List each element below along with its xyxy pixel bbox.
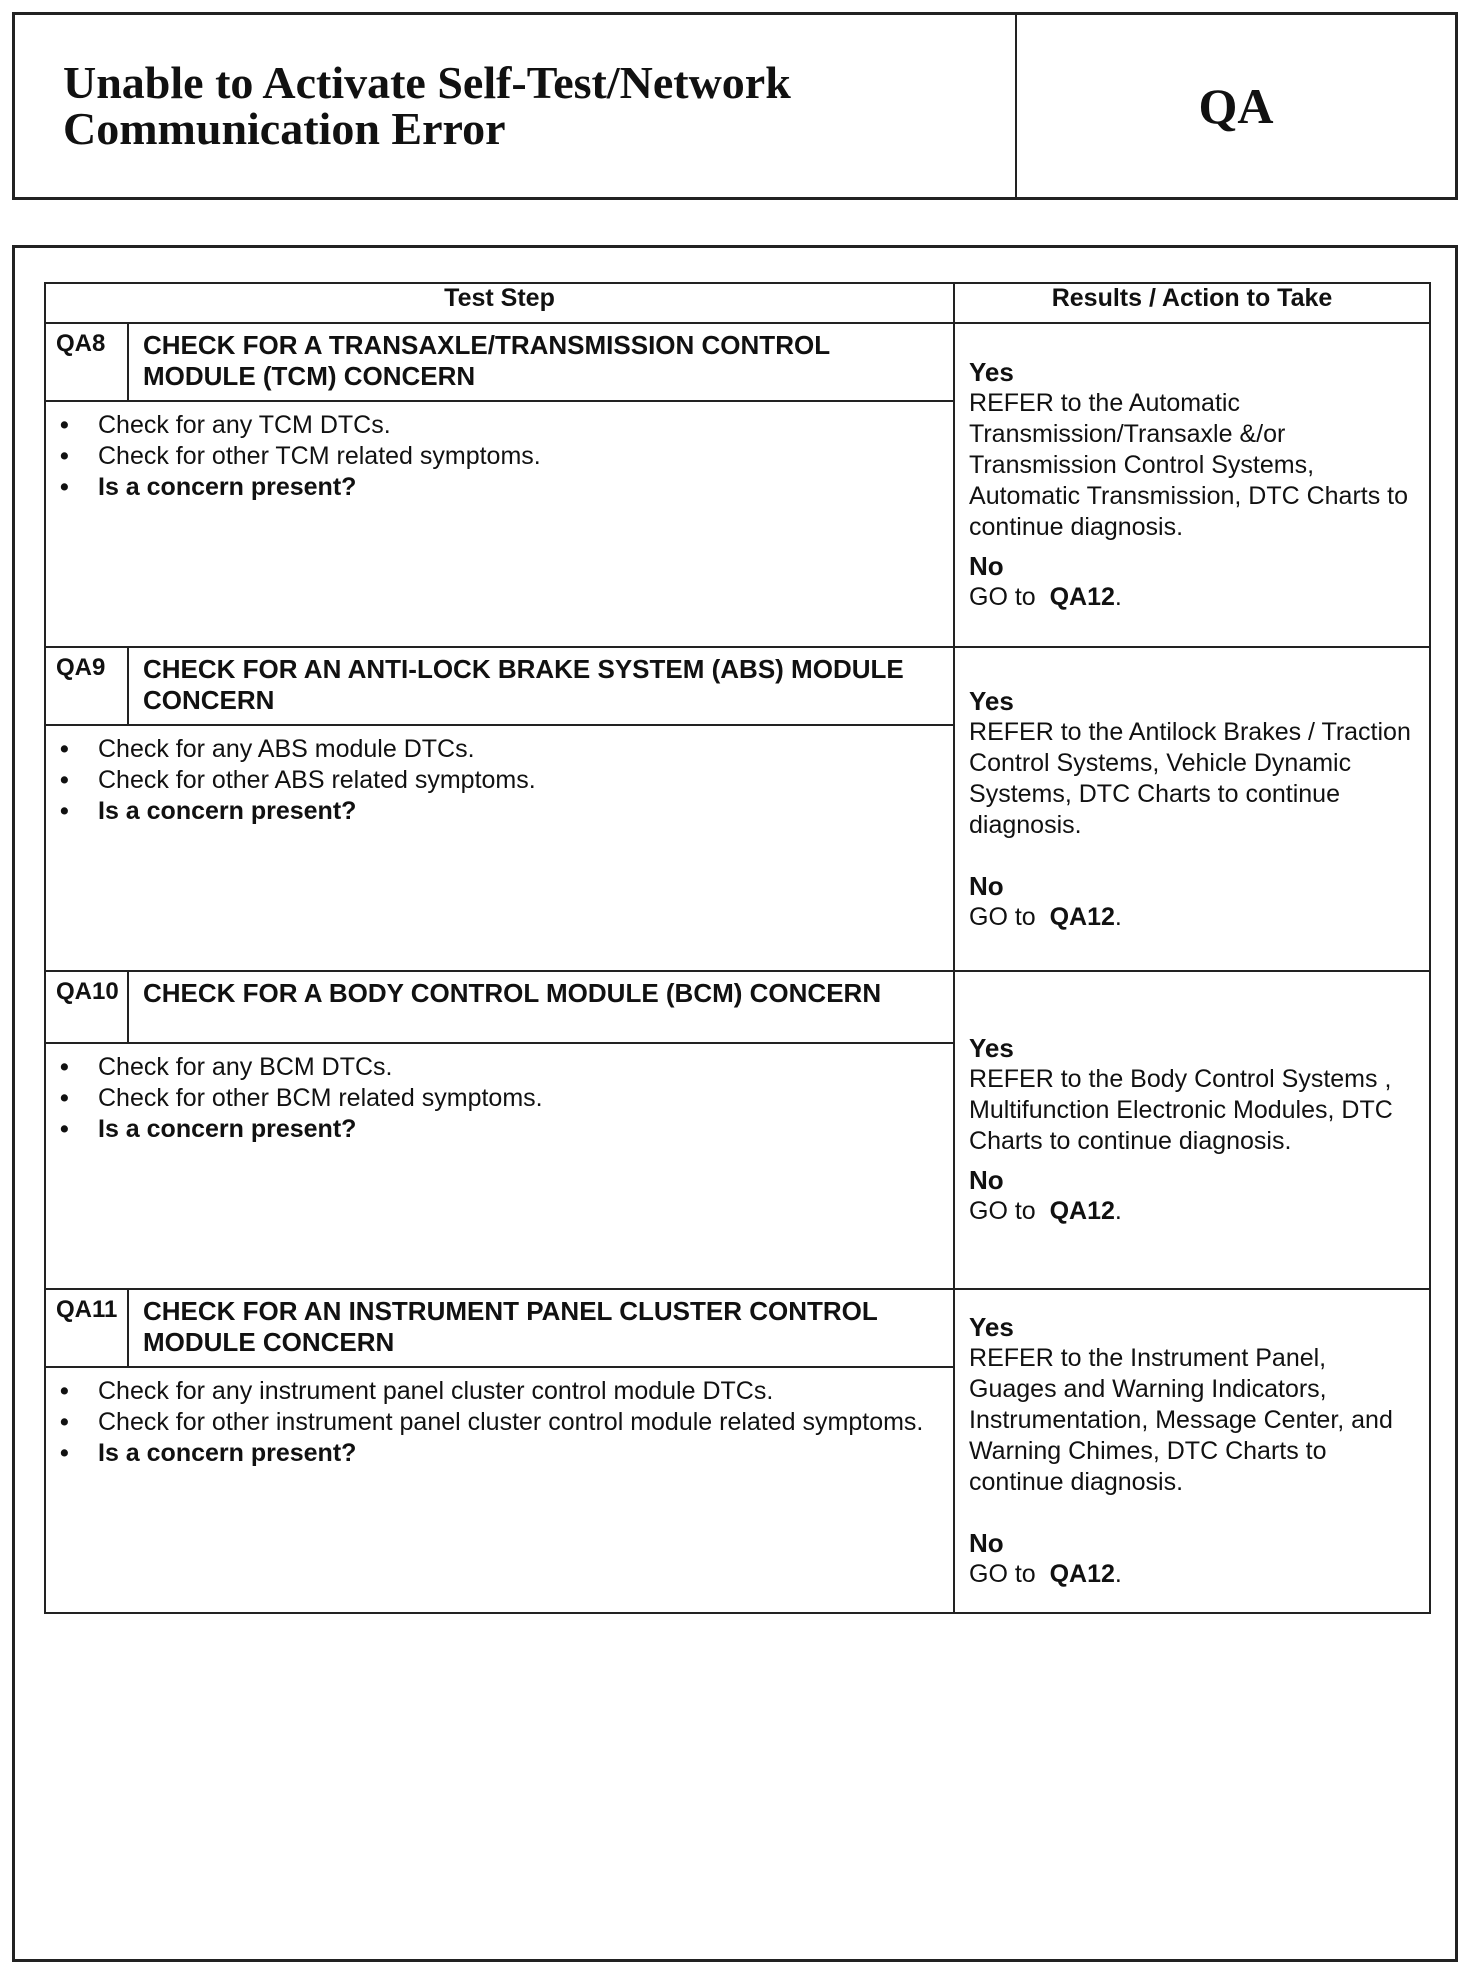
step-reference-link[interactable]: QA12 [1049, 583, 1115, 611]
yes-label: Yes [969, 1312, 1014, 1342]
step-bullet: • Check for any instrument panel cluster control module DTCs. [98, 1376, 943, 1407]
yes-label: Yes [969, 685, 1014, 716]
step-bullet: • Check for other instrument panel cluster control module related symptoms. [98, 1407, 943, 1438]
no-label: No [969, 551, 1004, 581]
step-result [954, 647, 1430, 971]
step-id: QA10 [45, 971, 128, 1043]
page-header [12, 12, 1458, 200]
page-title [15, 15, 1017, 197]
step-title-row [45, 323, 1430, 401]
step-result [954, 971, 1430, 1289]
yes-label: Yes [969, 357, 1014, 387]
yes-action: REFER to the Automatic Transmission/Transaxle &/or Transmission Control Systems, Automatic Transmission, DTC Charts to continue diagnosis. [969, 389, 1409, 541]
no-label: No [969, 1528, 1004, 1558]
no-action: GO to QA12. [969, 583, 1122, 611]
step-bullet: • Check for any BCM DTCs. [98, 1052, 943, 1083]
step-id: QA9 [45, 647, 128, 725]
no-label: No [969, 1165, 1004, 1195]
col-test-step: Test Step [45, 283, 954, 323]
step-body [45, 1043, 954, 1289]
yes-label: Yes [969, 1033, 1014, 1063]
step-bullet: • Check for any TCM DTCs. [98, 410, 943, 441]
section-code: QA [1198, 78, 1274, 134]
step-body [45, 401, 954, 647]
step-bullet: • Check for other TCM related symptoms. [98, 441, 943, 472]
step-reference-link[interactable]: QA12 [1049, 1560, 1115, 1588]
yes-action: REFER to the Body Control Systems , Multifunction Electronic Modules, DTC Charts to continue diagnosis. [969, 1065, 1393, 1155]
step-body [45, 1367, 954, 1613]
no-label: No [969, 870, 1004, 901]
step-reference-link[interactable]: QA12 [1049, 1197, 1115, 1225]
step-title: CHECK FOR A TRANSAXLE/TRANSMISSION CONTROL MODULE (TCM) CONCERN [128, 323, 954, 401]
step-title: CHECK FOR A BODY CONTROL MODULE (BCM) CONCERN [128, 971, 954, 1043]
step-question: • Is a concern present? [98, 472, 943, 503]
step-question: • Is a concern present? [98, 1438, 943, 1469]
step-id: QA11 [45, 1289, 128, 1367]
step-title-row [45, 647, 1430, 725]
step-result [954, 323, 1430, 647]
step-result [954, 1289, 1430, 1613]
step-question: • Is a concern present? [98, 1114, 943, 1145]
step-question: • Is a concern present? [98, 796, 943, 827]
step-id: QA8 [45, 323, 128, 401]
no-action: GO to QA12. [969, 1197, 1122, 1225]
step-bullet: • Check for any ABS module DTCs. [98, 734, 943, 765]
yes-action: REFER to the Instrument Panel, Guages and Warning Indicators, Instrumentation, Message Center, and Warning Chimes, DTC Charts to continue diagnosis. [969, 1344, 1393, 1496]
step-title: CHECK FOR AN ANTI-LOCK BRAKE SYSTEM (ABS) MODULE CONCERN [128, 647, 954, 725]
page-title-line1: Unable to Activate Self-Test/Network [63, 57, 791, 108]
page-title-line2: Communication Error [63, 103, 506, 154]
step-bullet: • Check for other ABS related symptoms. [98, 765, 943, 796]
step-title: CHECK FOR AN INSTRUMENT PANEL CLUSTER CONTROL MODULE CONCERN [128, 1289, 954, 1367]
no-action: GO to QA12. [969, 1560, 1122, 1588]
test-step-table [44, 282, 1431, 1614]
no-action: GO to QA12. [969, 902, 1122, 931]
yes-action: REFER to the Antilock Brakes / Traction Control Systems, Vehicle Dynamic Systems, DTC Charts to continue diagnosis. [969, 717, 1411, 839]
step-body [45, 725, 954, 971]
step-title-row [45, 971, 1430, 1043]
step-title-row [45, 1289, 1430, 1367]
table-header-row [45, 283, 1430, 323]
col-results: Results / Action to Take [954, 283, 1430, 323]
step-reference-link[interactable]: QA12 [1049, 902, 1115, 931]
step-bullet: • Check for other BCM related symptoms. [98, 1083, 943, 1114]
